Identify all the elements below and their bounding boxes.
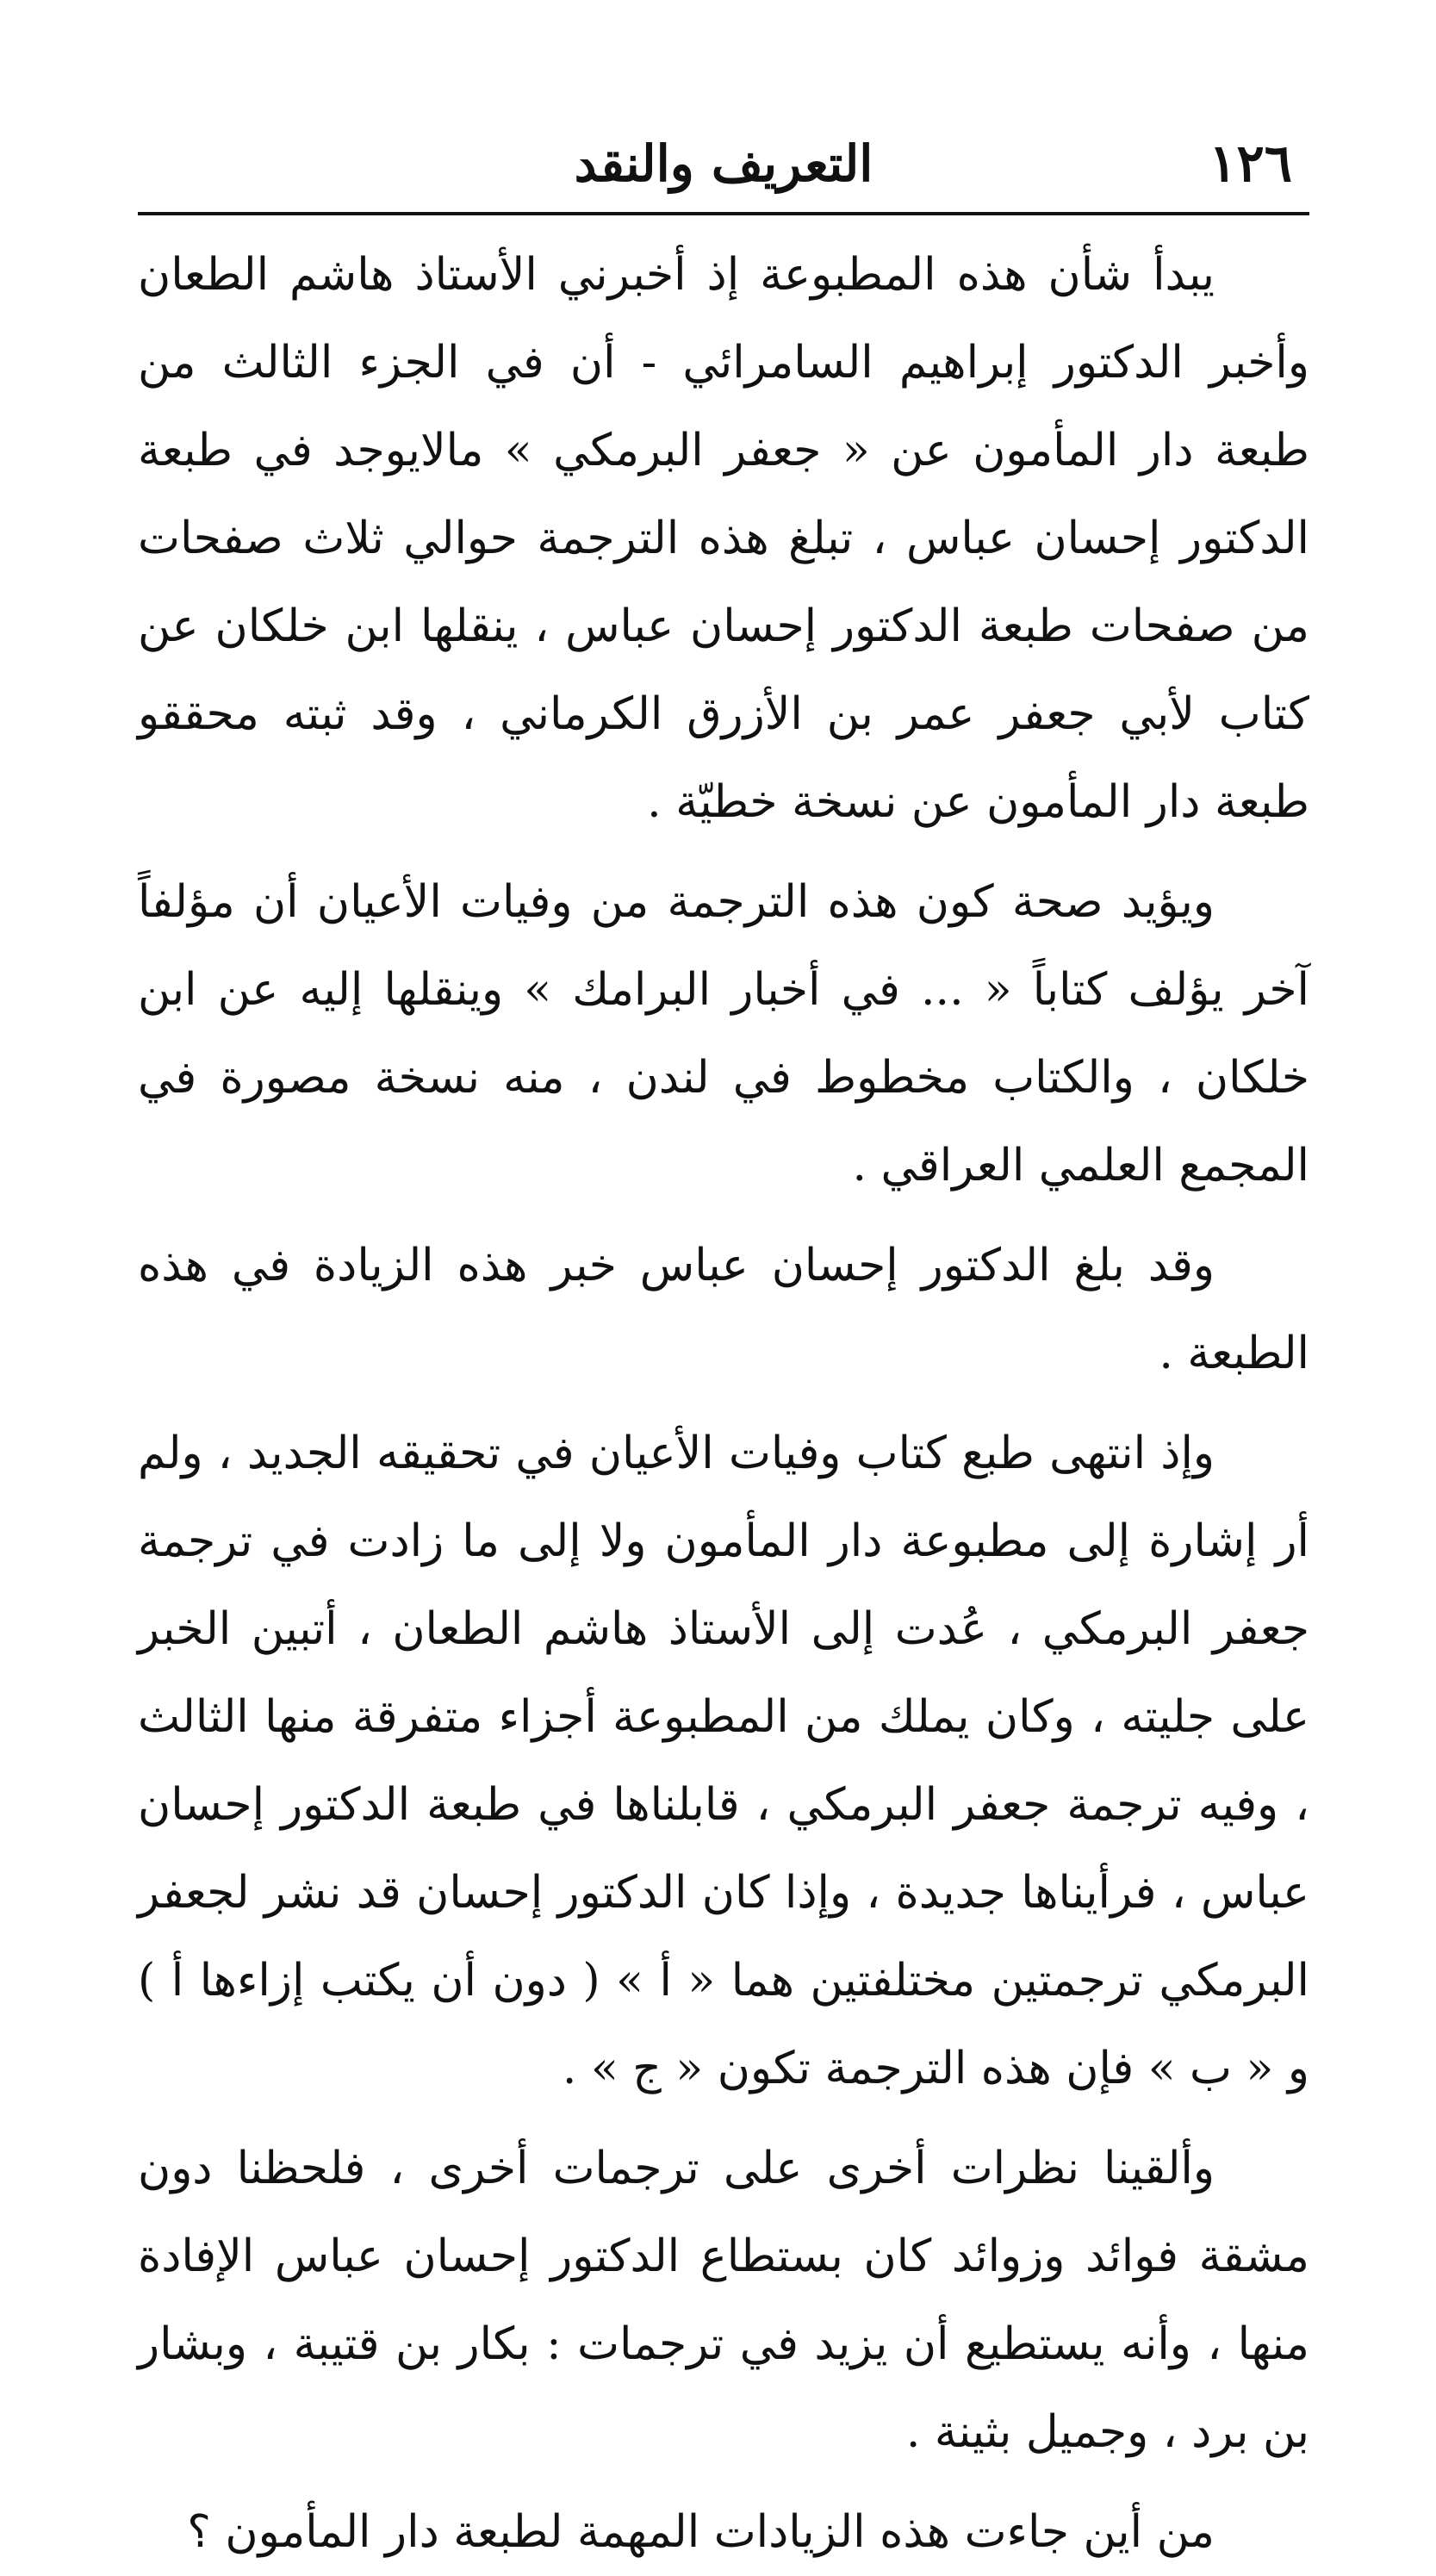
paragraph-1: يبدأ شأن هذه المطبوعة إذ أخبرني الأستاذ هاشم الطعان وأخبر الدكتور إبراهيم السامرائي - أن في الجزء الثالث من طبعة دار المأمون عن « جعفر البرمكي » مالايوجد في طبعة الدكتور إحسان عباس ، تبلغ هذه الترجمة حوالي ثلاث صفحات من صفحات طبعة الدكتور إحسان عباس ، ينقلها ابن خلكان عن كتاب لأبي جعفر عمر بن الأزرق الكرماني ، وقد ثبته محققو طبعة دار المأمون عن نسخة خطيّة . bbox=[138, 249, 1310, 828]
paragraph-2: ويؤيد صحة كون هذه الترجمة من وفيات الأعيان أن مؤلفاً آخر يؤلف كتاباً « ... في أخبار البرامك » وينقلها إليه عن ابن خلكان ، والكتاب مخطوط في لندن ، منه نسخة مصورة في المجمع العلمي العراقي . bbox=[138, 876, 1309, 1192]
paragraph-6: من أين جاءت هذه الزيادات المهمة لطبعة دار المأمون ؟ bbox=[187, 2506, 1215, 2558]
paragraph-3: وقد بلغ الدكتور إحسان عباس خبر هذه الزيادة في هذه الطبعة . bbox=[138, 1240, 1309, 1379]
page-number: ١٢٦ bbox=[1209, 134, 1292, 194]
paragraph-4: وإذ انتهى طبع كتاب وفيات الأعيان في تحقيقه الجديد ، ولم أر إشارة إلى مطبوعة دار المأمون ولا إلى ما زادت في ترجمة جعفر البرمكي ، عُدت إلى الأستاذ هاشم الطعان ، أتبين الخبر على جليته ، وكان يملك من المطبوعة أجزاء متفرقة منها الثالث ، وفيه ترجمة جعفر البرمكي ، قابلناها في طبعة الدكتور إحسان عباس ، فرأيناها جديدة ، وإذا كان الدكتور إحسان قد نشر لجعفر البرمكي ترجمتين مختلفتين هما « أ » ( دون أن يكتب إزاءها أ ) و « ب » فإن هذه الترجمة تكون « ج » . bbox=[138, 1428, 1309, 2094]
paragraph-5: وألقينا نظرات أخرى على ترجمات أخرى ، فلحظنا دون مشقة فوائد وزوائد كان بستطاع الدكتور إحسان عباس الإفادة منها ، وأنه يستطيع أن يزيد في ترجمات : بكار بن قتيبة ، وبشار بن برد ، وجميل بثينة . bbox=[138, 2143, 1309, 2458]
body-text bbox=[138, 231, 1309, 2576]
header-divider bbox=[138, 212, 1309, 215]
page-header bbox=[138, 129, 1309, 198]
running-title: التعريف والنقد bbox=[574, 134, 873, 193]
